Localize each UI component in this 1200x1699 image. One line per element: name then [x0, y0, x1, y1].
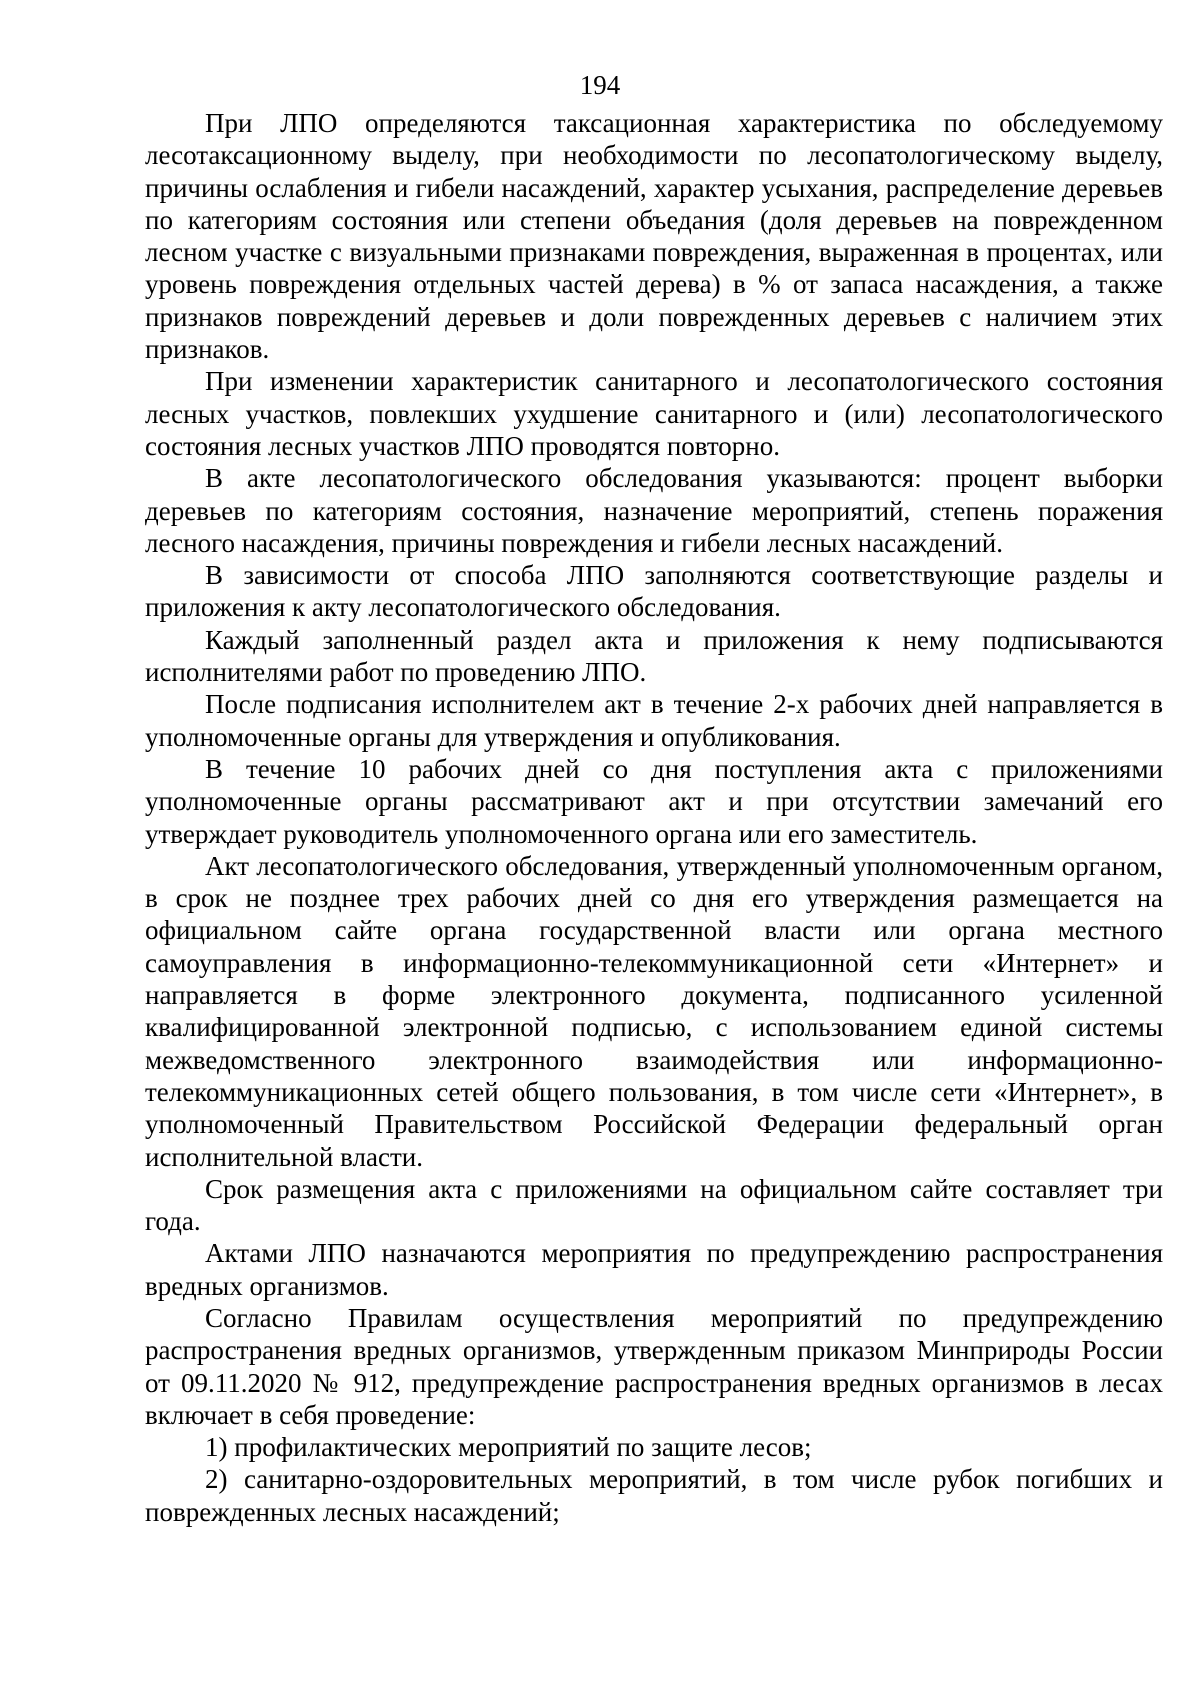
page-number: 194	[579, 70, 621, 100]
paragraph: Каждый заполненный раздел акта и приложения к нему подписываются исполнителями работ по проведению ЛПО.	[145, 624, 1163, 688]
list-item: 1) профилактических мероприятий по защите лесов;	[205, 1432, 812, 1463]
paragraph: При ЛПО определяются таксационная характеристика по обследуемому лесотаксационному выделу, при необходимости по лесопатологическому выделу, причины ослабления и гибели насаждений, характер усыхания, распределение деревьев по категориям состояния или степени объедания (доля деревьев на поврежденном лесном участке с визуальными признаками повреждения, выраженная в процентах, или уровень повреждения отдельных частей дерева) в % от запаса насаждения, а также признаков повреждений деревьев и доли поврежденных деревьев с наличием этих признаков.	[145, 108, 1163, 365]
paragraph: В акте лесопатологического обследования указываются: процент выборки деревьев по категориям состояния, назначение мероприятий, степень поражения лесного насаждения, причины повреждения и гибели лесных насаждений.	[145, 463, 1163, 558]
paragraph: Срок размещения акта с приложениями на официальном сайте составляет три года.	[145, 1173, 1163, 1237]
paragraph: После подписания исполнителем акт в течение 2-х рабочих дней направляется в уполномоченные органы для утверждения и опубликования.	[145, 689, 1163, 752]
paragraph: Согласно Правилам осуществления мероприятий по предупреждению распространения вредных организмов, утвержденным приказом Минприроды России от 09.11.2020 № 912, предупреждение распространения вредных организмов в лесах включает в себя проведение:	[145, 1302, 1163, 1430]
paragraph: Акт лесопатологического обследования, утвержденный уполномоченным органом, в срок не позднее трех рабочих дней со дня его утверждения размещается на официальном сайте органа государственной власти или органа местного самоуправления в информационно-телекоммуникационной сети «Интернет» и направляется в форме электронного документа, подписанного усиленной квалифицированной электронной подписью, с использованием единой системы межведомственного электронного взаимодействия или информационно-телекоммуникационных сетей общего пользования, в том числе сети «Интернет», в уполномоченный Правительством Российской Федерации федеральный орган исполнительной власти.	[145, 850, 1163, 1172]
paragraph: При изменении характеристик санитарного и лесопатологического состояния лесных участков, повлекших ухудшение санитарного и (или) лесопатологического состояния лесных участков ЛПО проводятся повторно.	[145, 366, 1163, 461]
paragraph: В течение 10 рабочих дней со дня поступления акта с приложениями уполномоченные органы рассматривают акт и при отсутствии замечаний его утверждает руководитель уполномоченного органа или его заместитель.	[145, 753, 1163, 849]
paragraph: Актами ЛПО назначаются мероприятия по предупреждению распространения вредных организмов.	[145, 1238, 1163, 1301]
list-item: 2) санитарно-оздоровительных мероприятий, в том числе рубок погибших и поврежденных лесных насаждений;	[145, 1464, 1163, 1527]
document-body	[145, 107, 1163, 1528]
paragraph: В зависимости от способа ЛПО заполняются соответствующие разделы и приложения к акту лесопатологического обследования.	[145, 560, 1163, 623]
